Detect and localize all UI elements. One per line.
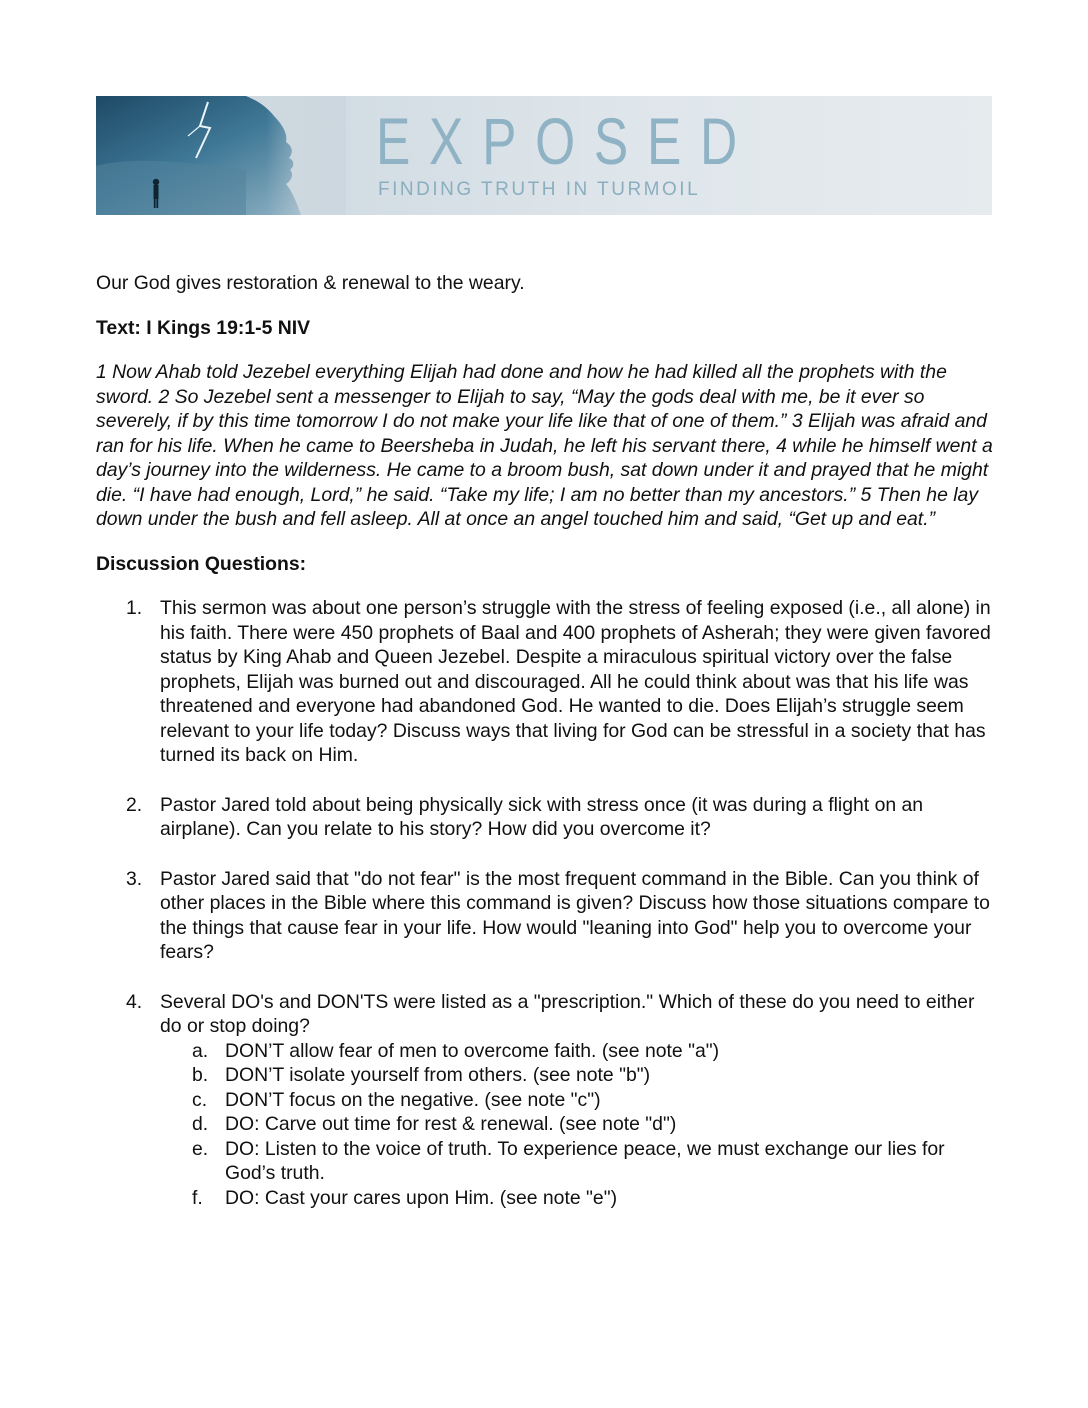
storm-face-illustration — [96, 96, 346, 215]
discussion-questions-list — [96, 596, 996, 1210]
question-text: Pastor Jared told about being physically sick with stress once (it was during a flight on an airplane). Can you relate to his story? How did you overcome it? — [160, 793, 924, 840]
question-text: This sermon was about one person’s struggle with the stress of feeling exposed (i.e., all alone) in his faith. There were 450 prophets of Baal and 400 prophets of Asherah; they were given favored status by King Ahab and Queen Jezebel. Despite a miraculous spiritual victory over the false prophets, Elijah was burned out and discouraged. All he could think about was that his life was threatened and everyone had abandoned God. He wanted to die. Does Elijah’s struggle seem relevant to your life today? Discuss ways that living for God can be stressful in a society that has turned its back on Him. — [160, 597, 991, 766]
question-item — [96, 990, 996, 1211]
prescription-text: DON’T isolate yourself from others. (see note "b") — [225, 1064, 651, 1086]
question-number: 1. — [126, 597, 143, 619]
prescription-item — [160, 1088, 996, 1113]
scripture-passage: 1 Now Ahab told Jezebel everything Elijah had done and how he had killed all the prophets with the sword. 2 So Jezebel sent a messenger to Elijah to say, “May the gods deal with me, be it ever so severely, if by this time tomorrow I do not make your life like that of one of them.” 3 Elijah was afraid and ran for his life. When he came to Beersheba in Judah, he left his servant there, 4 while he himself went a day’s journey into the wilderness. He came to a broom bush, sat down under it and prayed that he might die. “I have had enough, Lord,” he said. “Take my life; I am no better than my ancestors.” 5 Then he lay down under the bush and fell asleep. All at once an angel touched him and said, “Get up and eat.” — [96, 361, 993, 530]
prescription-text: DO: Carve out time for rest & renewal. (see note "d") — [225, 1113, 677, 1135]
tagline: Our God gives restoration & renewal to the weary. — [96, 272, 525, 294]
question-item — [96, 596, 996, 768]
question-item — [96, 867, 996, 965]
prescription-item — [160, 1186, 996, 1211]
prescription-item — [160, 1063, 996, 1088]
prescription-item — [160, 1039, 996, 1064]
prescription-list — [160, 1039, 996, 1211]
question-item — [96, 793, 996, 842]
prescription-text: DON’T focus on the negative. (see note "c") — [225, 1088, 601, 1111]
prescription-letter: f. — [192, 1186, 203, 1209]
banner-title: EXPOSED — [376, 104, 756, 178]
question-number: 2. — [126, 793, 143, 816]
prescription-letter: e. — [192, 1137, 209, 1160]
document-body — [96, 271, 996, 1235]
prescription-item — [160, 1112, 996, 1137]
prescription-text: DO: Listen to the voice of truth. To experience peace, we must exchange our lies for God’s truth. — [225, 1137, 945, 1184]
prescription-letter: b. — [192, 1064, 209, 1086]
header-banner — [96, 96, 992, 215]
prescription-item — [160, 1137, 996, 1186]
prescription-letter: c. — [192, 1088, 208, 1111]
question-number: 4. — [126, 990, 143, 1013]
prescription-text: DON’T allow fear of men to overcome faith. (see note "a") — [225, 1039, 720, 1062]
text-heading: Text: I Kings 19:1-5 NIV — [96, 316, 311, 339]
prescription-letter: a. — [192, 1039, 209, 1062]
question-number: 3. — [126, 867, 143, 890]
question-text: Several DO's and DON'TS were listed as a "prescription." Which of these do you need to either do or stop doing? — [160, 990, 975, 1037]
banner-subtitle: FINDING TRUTH IN TURMOIL — [378, 179, 701, 200]
question-text: Pastor Jared said that "do not fear" is the most frequent command in the Bible. Can you think of other places in the Bible where this command is given? Discuss how those situations compare to the things that cause fear in your life. How would "leaning into God" help you to overcome your fears? — [160, 867, 990, 963]
discussion-questions-heading: Discussion Questions: — [96, 552, 307, 575]
prescription-text: DO: Cast your cares upon Him. (see note "e") — [225, 1186, 618, 1209]
prescription-letter: d. — [192, 1113, 209, 1135]
